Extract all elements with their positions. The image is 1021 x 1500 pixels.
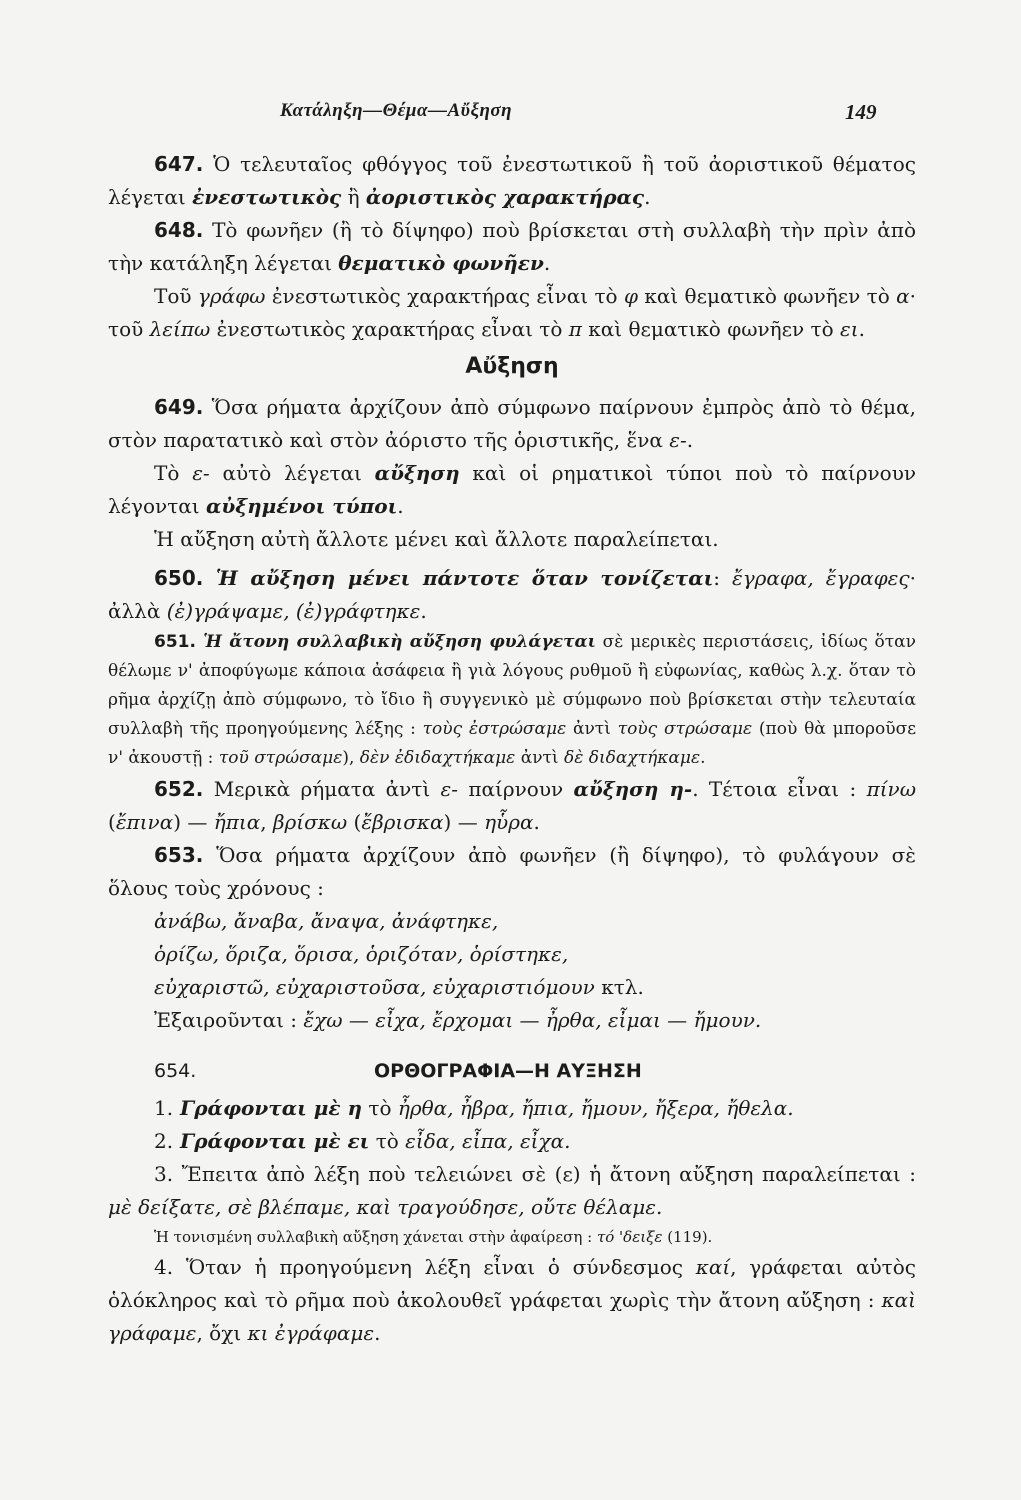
example-word: π: [568, 317, 582, 341]
paragraph-648: [108, 214, 916, 280]
text-run: (: [108, 810, 116, 834]
emphasis: Ἡ ἄτονη συλλαβικὴ αὔξηση φυλάγεται: [195, 632, 596, 652]
text-run: .: [543, 251, 551, 275]
example-word: φ: [623, 284, 638, 308]
paragraph-651: [108, 628, 916, 773]
text-run: .: [686, 428, 694, 452]
paragraph-number: 649.: [154, 395, 204, 419]
text-run: (119).: [662, 1228, 713, 1246]
text-run: κτλ.: [594, 975, 644, 999]
text-run: ἐνεστωτικὸς χαρακτήρας εἶναι τὸ: [265, 284, 624, 308]
page-body: [108, 148, 916, 1350]
example-word: εὐχαριστῶ, εὐχαριστοῦσα, εὐχαριστιόμουν: [154, 975, 595, 999]
orthography-rules: [108, 1092, 916, 1350]
text-run: ἀντὶ: [515, 748, 565, 768]
text-run: .: [374, 1321, 381, 1345]
example-word: ἔγραφα, ἔγραφες: [731, 566, 910, 590]
text-run: , γράφεται αὐτὸς ὁλόκληρος καὶ τὸ ρῆμα ποὺ ἀκολουθεῖ γράφεται χωρὶς τὴν ἄτονη αὔξηση :: [108, 1255, 916, 1312]
example-word: τοὺς ἐστρώσαμε: [422, 719, 567, 739]
example-word: βρίσκω: [272, 810, 348, 834]
text-run: .: [858, 317, 865, 341]
text-run: αὐτὸ λέγεται: [209, 461, 375, 485]
rule-4: [108, 1251, 916, 1350]
text-run: 4. Ὅταν ἡ προηγούμενη λέξη εἶναι ὁ σύνδεσμος: [154, 1255, 696, 1279]
paragraph-number: 654.: [154, 1060, 197, 1082]
running-head: Κατάληξη—Θέμα—Αὔξηση: [280, 100, 513, 121]
text-run: Ἡ τονισμένη συλλαβικὴ αὔξηση χάνεται στὴν ἀφαίρεση :: [154, 1228, 597, 1246]
text-run: τὸ: [369, 1129, 406, 1153]
emphasis: αὔξηση: [374, 461, 460, 485]
text-run: καὶ οἱ ρηματικοὶ τύποι ποὺ τὸ παίρνουν λέγονται: [108, 461, 917, 518]
rule-number: 2.: [154, 1129, 174, 1153]
example-word: λείπω: [149, 317, 211, 341]
section-heading: Αὔξηση: [465, 354, 559, 379]
text-run: ) —: [443, 810, 485, 834]
emphasis: ἐνεστωτικὸς: [192, 185, 342, 209]
emphasis: θεματικὸ φωνῆεν: [338, 251, 544, 275]
text-run: Ὅσα ρήματα ἀρχίζουν ἀπὸ σύμφωνο παίρνουν ἐμπρὸς ἀπὸ τὸ θέμα, στὸν παρατατικὸ καὶ στὸν ἀόριστο τῆς ὁριστικῆς, ἕνα: [108, 395, 916, 452]
example-word: ε-: [192, 461, 210, 485]
example-word: ἦρθα, ἦβρα, ἤπια, ἤμουν, ἤξερα, ἤθελα.: [397, 1096, 794, 1120]
exceptions-label: Ἐξαιροῦνται :: [154, 1008, 304, 1032]
example-word: ἔβρισκα: [361, 810, 444, 834]
paragraph-647: [108, 148, 916, 214]
rule-2: [108, 1125, 916, 1158]
example-word: δὲ διδαχτήκαμε: [564, 748, 701, 768]
text-run: .: [700, 748, 706, 768]
paragraph-653: [108, 839, 916, 905]
example-word: ἤπια: [213, 810, 261, 834]
example-word: καί: [695, 1255, 731, 1279]
paragraph-number: 652.: [154, 777, 204, 801]
emphasis: αὐξημένοι τύποι: [205, 494, 398, 518]
paragraph-648-example: [108, 280, 916, 346]
example-word: μὲ δείξατε, σὲ βλέπαμε, καὶ τραγούδησε, οὔτε θέλαμε.: [108, 1195, 663, 1219]
example-word: κι ἐγράφαμε: [247, 1321, 375, 1345]
example-word: ε-: [440, 777, 459, 801]
orthography-title: ΟΡΘΟΓΡΑΦΙΑ—Η ΑΥΞΗΣΗ: [374, 1060, 642, 1082]
paragraph-number: 653.: [154, 843, 204, 867]
text-run: .: [533, 810, 540, 834]
orthography-heading: [108, 1055, 916, 1088]
example-word: α: [896, 284, 910, 308]
example-word: εἶδα, εἶπα, εἶχα.: [405, 1129, 571, 1153]
rule-3: [108, 1158, 916, 1224]
example-word: ε-: [669, 428, 687, 452]
text-run: Μερικὰ ρήματα ἀντὶ: [203, 777, 441, 801]
text-run: · τοῦ: [108, 284, 916, 341]
paragraph-number: 651.: [154, 632, 196, 652]
example-line: ὁρίζω, ὅριζα, ὅρισα, ὁριζόταν, ὁρίστηκε,: [154, 942, 569, 966]
page-header: [0, 100, 1021, 134]
example-word: τό 'δειξε: [596, 1228, 663, 1246]
text-run: τὸ: [362, 1096, 398, 1120]
text-run: Τοῦ: [154, 284, 198, 308]
exceptions-line: [108, 1004, 916, 1037]
example-word: ηὗρα: [484, 810, 534, 834]
paragraph-652: [108, 773, 916, 839]
text-run: παίρνουν: [458, 777, 574, 801]
example-word: γράφω: [197, 284, 266, 308]
example-word: ει: [840, 317, 859, 341]
example-word: ἔχω — εἶχα, ἔρχομαι — ἦρθα, εἶμαι — ἤμουν.: [303, 1008, 762, 1032]
text-run: Τὸ φωνῆεν (ἢ τὸ δίψηφο) ποὺ βρίσκεται στὴ συλλαβὴ τὴν πρὶν ἀπὸ τὴν κατάληξη λέγεται: [108, 218, 916, 275]
paragraph-number: 647.: [154, 152, 204, 176]
paragraph-649-b: [108, 457, 916, 523]
text-run: ) —: [173, 810, 214, 834]
example-word: δὲν ἐδιδαχτήκαμε: [359, 748, 516, 768]
text-run: Ὁ τελευταῖος φθόγγος τοῦ ἐνεστωτικοῦ ἢ τοῦ ἀοριστικοῦ θέματος λέγεται: [108, 152, 916, 209]
example-line: ἀνάβω, ἄναβα, ἄναψα, ἀνάφτηκε,: [154, 909, 499, 933]
text-run: (ποὺ θὰ μποροῦσε ν' ἀκουστῇ :: [108, 719, 917, 768]
example-word: τοῦ στρώσαμε: [218, 748, 343, 768]
text-run: καὶ θεματικὸ φωνῆεν τὸ: [581, 317, 840, 341]
text-run: ἀντὶ: [566, 719, 618, 739]
emphasis: Ἡ αὔξηση μένει πάντοτε ὅταν τονίζεται: [203, 566, 714, 590]
emphasis: αὔξηση η-: [573, 777, 693, 801]
example-word: (ἐ)γράψαμε, (ἐ)γράφτηκε: [166, 599, 421, 623]
example-word: πίνω: [866, 777, 917, 801]
text-run: ἐνεστωτικὸς χαρακτήρας εἶναι τὸ: [210, 317, 569, 341]
example-word: ἔπινα: [115, 810, 174, 834]
text-run: ),: [342, 748, 360, 768]
rule-1: [108, 1092, 916, 1125]
example-line: [108, 971, 916, 1004]
example-word: τοὺς στρώσαμε: [617, 719, 753, 739]
text-run: . Τέτοια εἶναι :: [692, 777, 867, 801]
paragraph-number: 648.: [154, 218, 204, 242]
paragraph-number: 650.: [154, 566, 204, 590]
text-run: Ὅσα ρήματα ἀρχίζουν ἀπὸ φωνῆεν (ἢ δίψηφο), τὸ φυλάγουν σὲ ὅλους τοὺς χρόνους :: [108, 843, 916, 900]
text-run: :: [713, 566, 732, 590]
text-run: ἢ: [341, 185, 366, 209]
text-run: καὶ θεματικὸ φωνῆεν τὸ: [637, 284, 897, 308]
text-run: .: [644, 185, 651, 209]
text-run: 3. Ἔπειτα ἀπὸ λέξη ποὺ τελειώνει σὲ (ε) ἡ ἄτονη αὔξηση παραλείπεται :: [154, 1162, 916, 1186]
emphasis: Γράφονται μὲ η: [173, 1096, 363, 1120]
text-run: , ὄχι: [196, 1321, 248, 1345]
paragraph-650: [108, 562, 916, 628]
emphasis: Γράφονται μὲ ει: [173, 1129, 370, 1153]
text-run: (: [347, 810, 362, 834]
paragraph-649-c: Ἡ αὔξηση αὐτὴ ἄλλοτε μένει καὶ ἄλλοτε παραλείπεται.: [154, 527, 719, 551]
page-number: 149: [845, 100, 877, 124]
rule-number: 1.: [154, 1096, 174, 1120]
text-run: ,: [260, 810, 273, 834]
text-run: σὲ μερικὲς περιστάσεις, ἰδίως ὅταν θέλωμε ν' ἀποφύγωμε κάποια ἀσάφεια ἢ γιὰ λόγους ρυθμοῦ ἢ εὐφωνίας, καθὼς λ.χ. ὅταν τὸ ρῆμα ἀρχίζῃ ἀπὸ σύμφωνο, τὸ ἴδιο ἢ συγγενικὸ μὲ σύμφωνο ποὺ βρίσκεται στὴν τελευταία συλλαβὴ τῆς προηγούμενης λέξης :: [108, 632, 916, 739]
example-list: [108, 905, 916, 1004]
paragraph-649: [108, 391, 916, 457]
text-run: · ἀλλὰ: [108, 566, 916, 623]
text-run: .: [397, 494, 404, 518]
rule-3-note: [108, 1224, 916, 1251]
text-run: Τὸ: [154, 461, 193, 485]
emphasis: ἀοριστικὸς χαρακτήρας: [365, 185, 645, 209]
example-word: καὶ γράφαμε: [108, 1288, 916, 1345]
text-run: .: [420, 599, 427, 623]
